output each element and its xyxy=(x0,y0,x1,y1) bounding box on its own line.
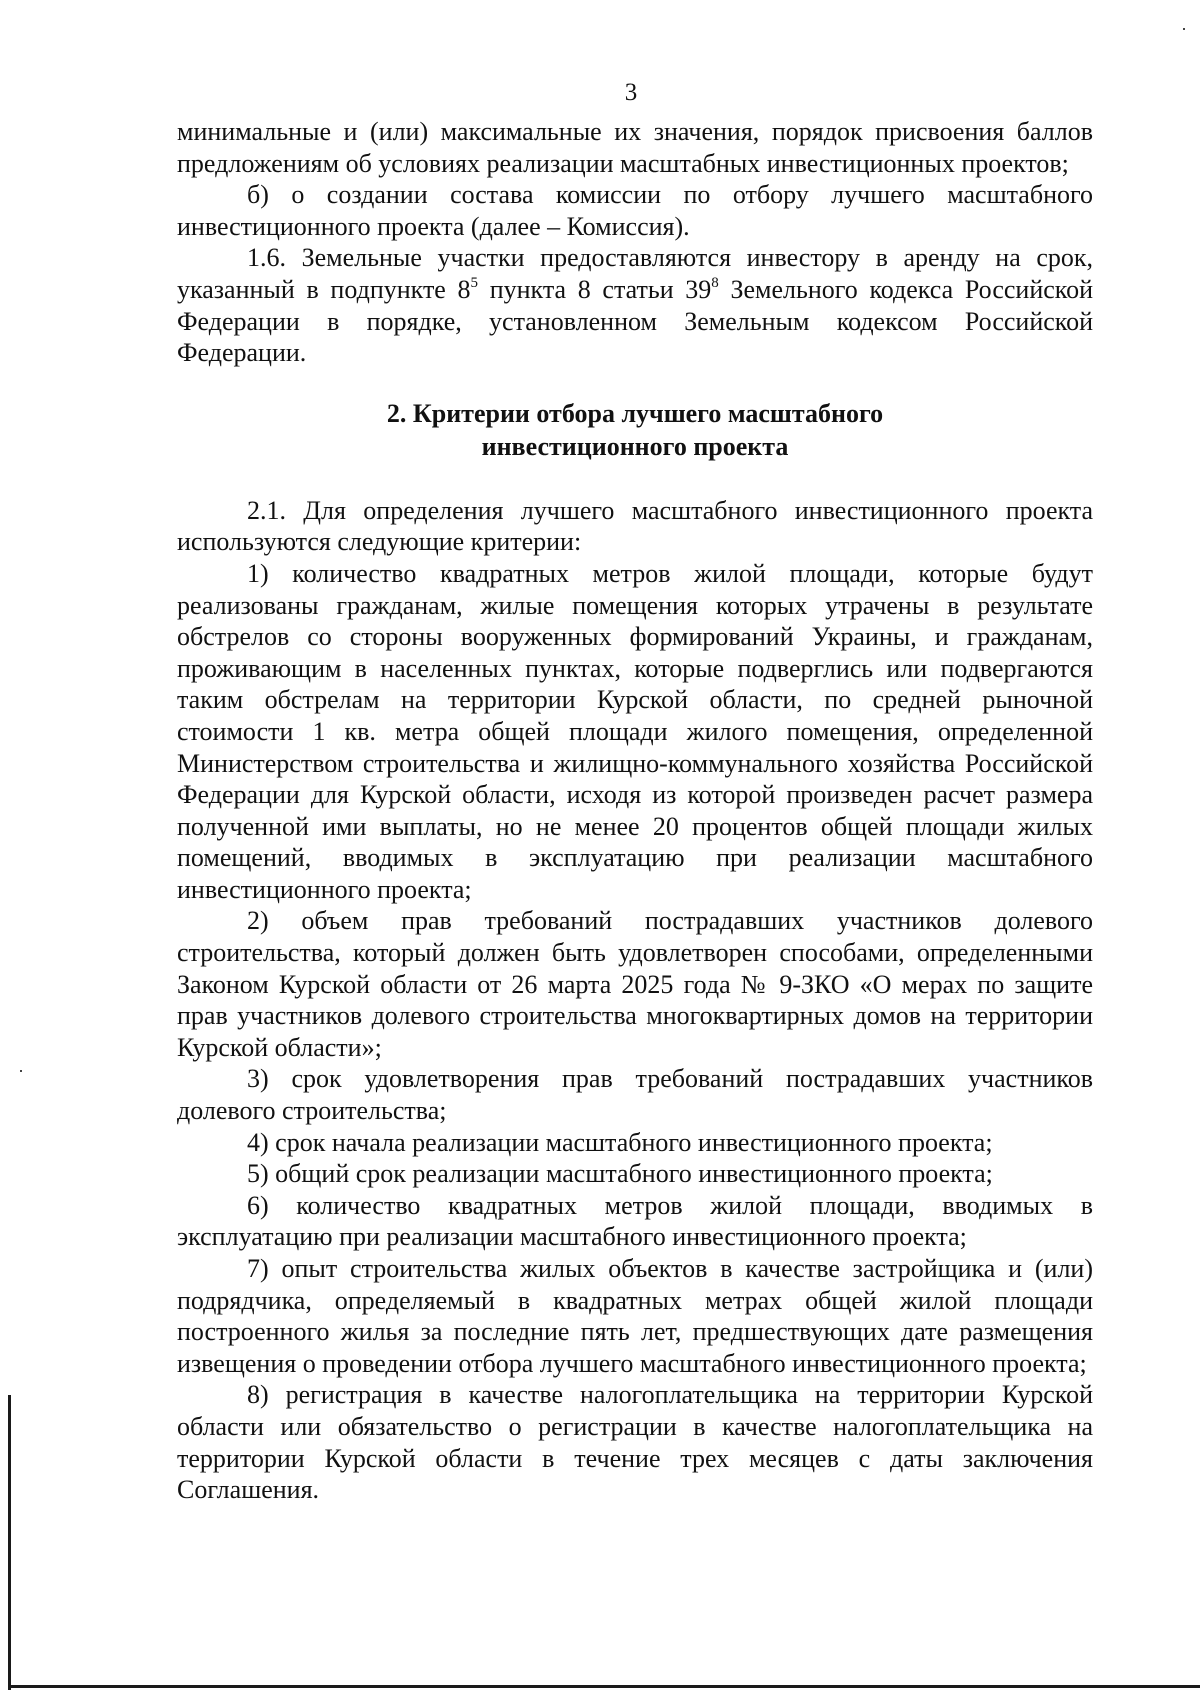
page-number: 3 xyxy=(624,79,638,106)
land-lease-text-a: 1.6. Земельные участки предоставляются инвестору в аренду на срок, указанный в подпункте 8 xyxy=(177,243,1093,304)
document-body xyxy=(177,116,1093,1506)
section-heading-line-1: 2. Критерии отбора лучшего масштабного xyxy=(386,398,884,428)
scan-speck xyxy=(20,1070,22,1072)
criterion-item: 3) срок удовлетворения прав требований пострадавших участников долевого строительства; xyxy=(177,1064,1093,1126)
scan-border-bottom xyxy=(8,1685,1200,1688)
section-heading-line-2: инвестиционного проекта xyxy=(481,431,789,461)
section-heading xyxy=(177,397,1093,463)
criterion-item: 7) опыт строительства жилых объектов в качестве застройщика и (или) подрядчика, определяемый в квадратных метрах общей жилой площади построенного жилья за последние пять лет, предшествующих дате размещения извещения о проведении отбора лучшего масштабного инвестиционного проекта; xyxy=(177,1254,1093,1378)
land-lease-text-c: Земельного кодекса Российской Федерации в порядке, установленном Земельным кодексом Российской Федерации. xyxy=(177,274,1093,368)
paragraph-land-lease xyxy=(177,242,1093,368)
superscript-5: 5 xyxy=(470,274,479,291)
criterion-item: 6) количество квадратных метров жилой площади, вводимых в эксплуатацию при реализации масштабного инвестиционного проекта; xyxy=(177,1190,1093,1252)
superscript-8: 8 xyxy=(711,274,719,291)
criterion-item: 8) регистрация в качестве налогоплательщика на территории Курской области или обязательство о регистрации в качестве налогоплательщика на территории Курской области в течение трех месяцев с даты заключения Соглашения. xyxy=(177,1380,1093,1505)
paragraph-criteria-intro: 2.1. Для определения лучшего масштабного инвестиционного проекта используются следующие критерии: xyxy=(177,495,1093,557)
paragraph-commission: б) о создании состава комиссии по отбору лучшего масштабного инвестиционного проекта (далее – Комиссия). xyxy=(177,180,1093,241)
paragraph-criteria-values: минимальные и (или) максимальные их значения, порядок присвоения баллов предложениям об условиях реализации масштабных инвестиционных проектов; xyxy=(177,117,1093,178)
scan-border-left xyxy=(8,1395,11,1690)
criterion-item: 5) общий срок реализации масштабного инвестиционного проекта; xyxy=(247,1159,993,1189)
criterion-item: 1) количество квадратных метров жилой площади, которые будут реализованы гражданам, жилые помещения которых утрачены в результате обстрелов со стороны вооруженных формирований Украины, и гражданам, проживающим в населенных пунктах, которые подверглись или подвергаются таким обстрелам на территории Курской области, по средней рыночной стоимости 1 кв. метра общей площади жилого помещения, определенной Министерством строительства и жилищно-коммунального хозяйства Российской Федерации для Курской области, исходя из которой произведен расчет размера полученной ими выплаты, но не менее 20 процентов общей площади жилых помещений, вводимых в эксплуатацию при реализации масштабного инвестиционного проекта; xyxy=(177,558,1093,904)
land-lease-text-b: пункта 8 статьи 39 xyxy=(478,274,712,304)
criterion-item: 2) объем прав требований пострадавших участников долевого строительства, который должен быть удовлетворен способами, определенными Законом Курской области от 26 марта 2025 года № 9-ЗКО «О мерах по защите прав участников долевого строительства многоквартирных домов на территории Курской области»; xyxy=(177,906,1093,1062)
scan-speck xyxy=(1183,28,1185,30)
criterion-item: 4) срок начала реализации масштабного инвестиционного проекта; xyxy=(247,1127,993,1157)
